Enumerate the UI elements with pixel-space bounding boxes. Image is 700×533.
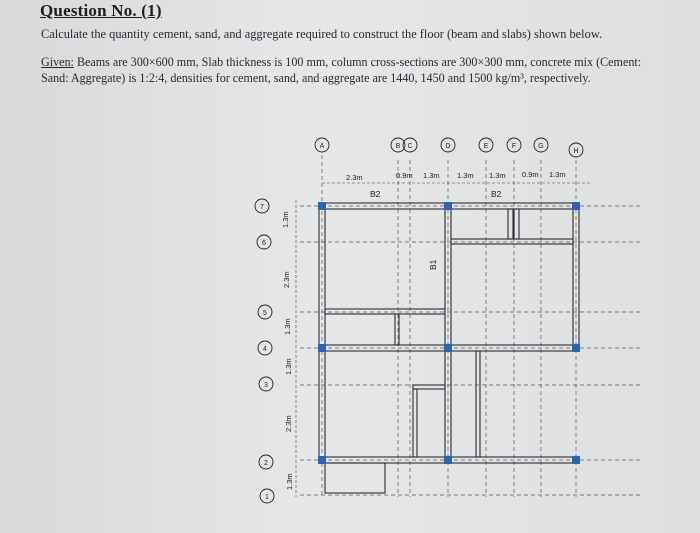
svg-text:1: 1 (265, 494, 269, 501)
svg-text:2: 2 (264, 460, 268, 467)
row-axis-bubbles (255, 199, 274, 503)
svg-text:A: A (319, 143, 325, 150)
row-axis-4 (258, 341, 272, 355)
given-text: Beams are 300×600 mm, Slab thickness is 100 mm, column cross-sections are 300×300 mm, concrete mix (Cement: Sand: Aggregate) is 1:2:4, densities for cement, sand, and aggregate are 1440, 1450 and 1500 kg/m³, respectively. (41, 55, 642, 85)
column-markers (318, 202, 580, 464)
dim-top-3: 1.3m (423, 171, 440, 180)
dim-side-1: 1.3m (281, 211, 290, 228)
row-axis-7 (255, 199, 269, 213)
svg-text:G: G (538, 143, 544, 150)
svg-text:H: H (573, 148, 579, 155)
dim-side-3: 1.3m (283, 318, 292, 335)
dim-top-2: 0.9m (396, 171, 413, 180)
svg-text:4: 4 (263, 346, 267, 353)
column-axis-bubbles (315, 138, 583, 157)
svg-text:E: E (483, 143, 489, 150)
dim-top-6: 0.9m (522, 170, 539, 179)
column-axis-A (315, 138, 329, 152)
beam-label-b1: B1 (428, 259, 438, 270)
row-axis-1 (260, 489, 274, 503)
beam-labels (370, 189, 502, 270)
dim-side-4: 1.3m (284, 358, 293, 375)
column-axis-G (534, 138, 548, 152)
dim-top-7: 1.3m (549, 170, 566, 179)
svg-text:F: F (511, 143, 517, 150)
column-axis-D (441, 138, 455, 152)
question-instruction: Calculate the quantity cement, sand, and aggregate required to construct the floor (beam and slabs) shown below. (41, 27, 603, 41)
grid-lines (300, 155, 640, 497)
row-axis-6 (257, 235, 271, 249)
column-axis-E (479, 138, 493, 152)
svg-text:B: B (395, 143, 401, 150)
dim-top-4: 1.3m (457, 171, 474, 180)
svg-text:C: C (407, 143, 413, 150)
svg-text:5: 5 (263, 310, 267, 317)
beam-label-b2-right: B2 (491, 189, 502, 199)
column-axis-H (569, 143, 583, 157)
top-dimension-labels (322, 170, 590, 183)
svg-text:D: D (445, 143, 451, 150)
dim-side-2: 2.3m (282, 271, 291, 288)
dim-side-5: 2.3m (284, 415, 293, 432)
column-axis-F (507, 138, 521, 152)
dim-side-6: 1.3m (285, 473, 294, 490)
svg-text:3: 3 (264, 382, 268, 389)
side-dimension-labels (281, 200, 296, 497)
row-axis-5 (258, 305, 272, 319)
row-axis-3 (259, 377, 273, 391)
question-title: Question No. (1) (40, 1, 162, 20)
dim-top-5: 1.3m (489, 171, 506, 180)
svg-text:6: 6 (262, 240, 266, 247)
svg-text:7: 7 (260, 204, 264, 211)
beam-label-b2-left: B2 (370, 189, 381, 199)
row-axis-2 (259, 455, 273, 469)
given-label: Given: (41, 55, 74, 69)
dim-top-1: 2.3m (346, 173, 363, 182)
